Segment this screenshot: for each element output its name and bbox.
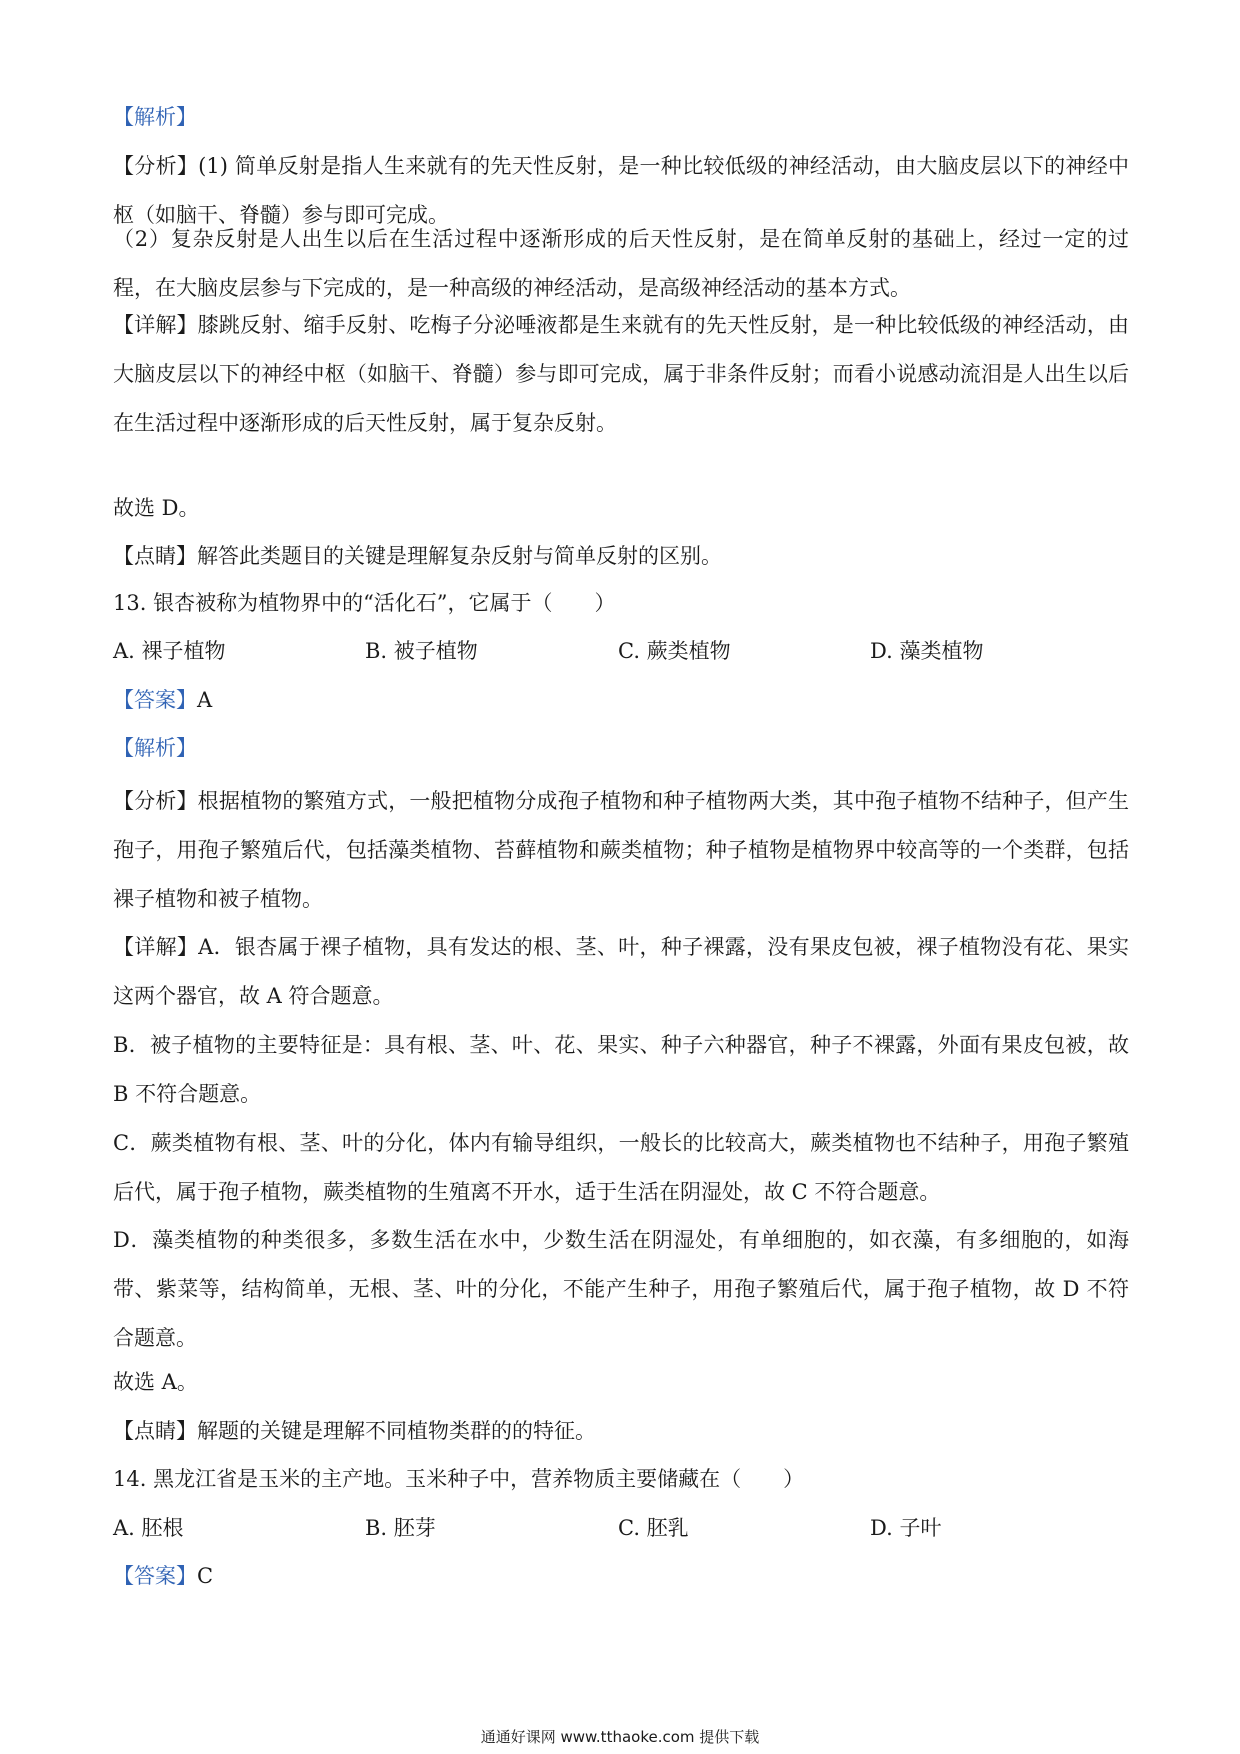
option-d: D. 藻类植物 [870, 639, 984, 663]
option-c: C. 胚乳 [618, 1516, 689, 1540]
key-point-line-13: 【点睛】解题的关键是理解不同植物类群的的特征。 [113, 1419, 596, 1443]
answer-label: 【答案】 [113, 688, 197, 712]
question-13-options [113, 636, 1129, 666]
analysis-label: 【解析】 [113, 105, 197, 129]
question-14-options [113, 1513, 1129, 1543]
option-d: D. 子叶 [870, 1516, 942, 1540]
complex-reflex-paragraph: （2）复杂反射是人出生以后在生活过程中逐渐形成的后天性反射，是在简单反射的基础上，经过一定的过程，在大脑皮层参与下完成的，是一种高级的神经活动，是高级神经活动的基本方式。 [113, 227, 1129, 300]
option-a: A. 胚根 [113, 1516, 184, 1540]
answer-value: C [197, 1564, 214, 1588]
page-footer: 通通好课网 www.tthaoke.com 提供下载 [480, 1728, 760, 1746]
analysis-paragraph: 【分析】(1) 简单反射是指人生来就有的先天性反射，是一种比较低级的神经活动，由大脑皮层以下的神经中枢（如脑干、脊髓）参与即可完成。 [113, 154, 1129, 227]
answer-value: A [197, 688, 213, 712]
option-b: B. 被子植物 [365, 639, 478, 663]
answer-choice-line-13: 故选 A。 [113, 1370, 198, 1394]
answer-choice-line: 故选 D。 [113, 496, 200, 520]
analysis-label-13: 【解析】 [113, 736, 197, 760]
option-a: A. 裸子植物 [113, 639, 226, 663]
option-c: C. 蕨类植物 [618, 639, 731, 663]
key-point-line: 【点睛】解答此类题目的关键是理解复杂反射与简单反射的区别。 [113, 544, 722, 568]
answer-line-13 [113, 685, 1129, 715]
detail-option-a: 【详解】A．银杏属于裸子植物，具有发达的根、茎、叶，种子裸露，没有果皮包被，裸子植物没有花、果实这两个器官，故 A 符合题意。 [113, 935, 1129, 1008]
detail-paragraph: 【详解】膝跳反射、缩手反射、吃梅子分泌唾液都是生来就有的先天性反射，是一种比较低级的神经活动，由大脑皮层以下的神经中枢（如脑干、脊髓）参与即可完成，属于非条件反射；而看小说感动流泪是人出生以后在生活过程中逐渐形成的后天性反射，属于复杂反射。 [113, 313, 1129, 435]
answer-label: 【答案】 [113, 1564, 197, 1588]
answer-line-14 [113, 1561, 1129, 1591]
detail-option-d: D．藻类植物的种类很多，多数生活在水中，少数生活在阴湿处，有单细胞的，如衣藻，有多细胞的，如海带、紫菜等，结构简单，无根、茎、叶的分化，不能产生种子，用孢子繁殖后代，属于孢子植物，故 D 不符合题意。 [113, 1228, 1129, 1350]
question-13: 13. 银杏被称为植物界中的“活化石”，它属于（ ） [113, 591, 616, 615]
analysis-paragraph-13: 【分析】根据植物的繁殖方式，一般把植物分成孢子植物和种子植物两大类，其中孢子植物不结种子，但产生孢子，用孢子繁殖后代，包括藻类植物、苔藓植物和蕨类植物；种子植物是植物界中较高等的一个类群，包括裸子植物和被子植物。 [113, 789, 1129, 911]
detail-option-b: B．被子植物的主要特征是：具有根、茎、叶、花、果实、种子六种器官，种子不裸露，外面有果皮包被，故 B 不符合题意。 [113, 1033, 1129, 1106]
question-14: 14. 黑龙江省是玉米的主产地。玉米种子中，营养物质主要储藏在（ ） [113, 1467, 805, 1491]
option-b: B. 胚芽 [365, 1516, 436, 1540]
detail-option-c: C．蕨类植物有根、茎、叶的分化，体内有输导组织，一般长的比较高大，蕨类植物也不结种子，用孢子繁殖后代，属于孢子植物，蕨类植物的生殖离不开水，适于生活在阴湿处，故 C 不符合题意。 [113, 1131, 1129, 1204]
